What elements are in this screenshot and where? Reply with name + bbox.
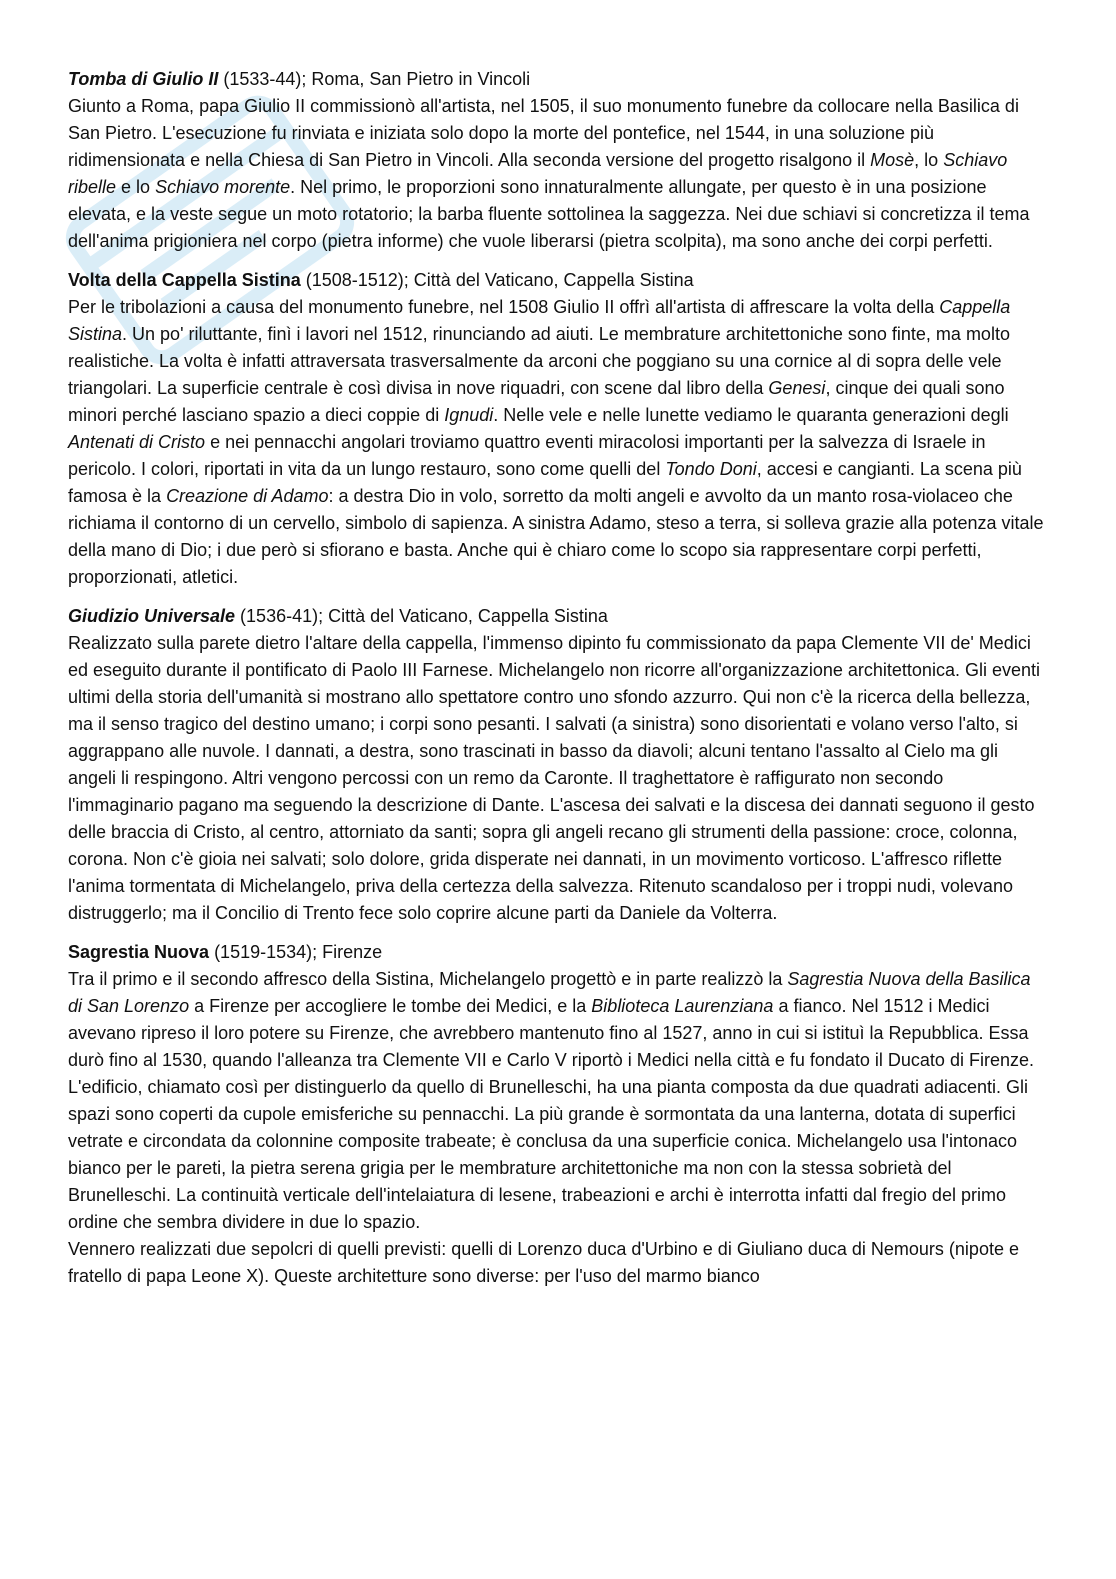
section-title: Sagrestia Nuova	[68, 942, 210, 962]
body-paragraph	[68, 966, 1048, 1074]
section-title: Tomba di Giulio II	[68, 69, 219, 89]
text-run: . Un po' riluttante, finì i lavori nel 1512, rinunciando ad aiuti. Le membrature architettoniche sono finte, ma molto realistiche. La volta è infatti attraversata trasversalmente da arconi che poggiano su una cornice al di sopra delle vele triangolari. La superficie centrale è così divisa in nove riquadri, con scene dal libro della	[68, 324, 1010, 398]
section-heading	[68, 603, 1048, 630]
text-run: Realizzato sulla parete dietro l'altare della cappella, l'immenso dipinto fu commissionato da papa Clemente VII de' Medici ed eseguito durante il pontificato di Paolo III Farnese. Michelangelo non ricorre all'organizzazione architettonica. Gli eventi ultimi della storia dell'umanità si mostrano allo spettatore contro uno sfondo azzurro. Qui non c'è la ricerca della bellezza, ma il senso tragico del destino umano; i corpi sono pesanti. I salvati (a sinistra) sono disorientati e volano verso l'alto, si aggrappano alle nuvole. I dannati, a destra, sono trascinati in basso da diavoli; alcuni tentano l'assalto al Cielo ma gli angeli li respingono. Altri vengono percossi con un remo da Caronte. Il traghettatore è raffigurato non secondo l'immaginario pagano ma seguendo la descrizione di Dante. L'ascesa dei salvati e la discesa dei dannati seguono il gesto delle braccia di Cristo, al centro, attorniato da santi; sopra gli angeli recano gli strumenti della passione: croce, colonna, corona. Non c'è gioia nei salvati; solo dolore, grida disperate nei dannati, in un movimento vorticoso. L'affresco riflette l'anima tormentata di Michelangelo, priva della certezza della salvezza. Ritenuto scandaloso per i troppi nudi, volevano distruggerlo; ma il Concilio di Trento fece solo coprire alcune parti da Daniele da Volterra.	[68, 633, 1040, 923]
italic-term: Schiavo morente	[155, 177, 291, 197]
section-meta: (1533-44); Roma, San Pietro in Vincoli	[218, 69, 531, 89]
body-paragraph	[68, 93, 1048, 255]
text-run: , lo	[914, 150, 944, 170]
text-run: e lo	[116, 177, 156, 197]
italic-term: Antenati di Cristo	[68, 432, 206, 452]
document-section	[68, 267, 1048, 591]
body-paragraph	[68, 1236, 1048, 1290]
italic-term: Sagrestia Nuova della Basilica di San Lorenzo	[68, 969, 1031, 1016]
text-run: . Nel primo, le proporzioni sono innaturalmente allungate, per questo è in una posizione elevata, e la veste segue un moto rotatorio; la barba fluente sottolinea la saggezza. Nei due schiavi si concretizza il tema dell'anima prigioniera nel corpo (pietra informe) che vuole liberarsi (pietra scolpita), ma sono anche dei corpi perfetti.	[68, 177, 1030, 251]
italic-term: Schiavo ribelle	[68, 150, 1008, 197]
body-paragraph	[68, 1074, 1048, 1236]
document-section	[68, 939, 1048, 1290]
italic-term: Tondo Doni	[665, 459, 757, 479]
section-meta: (1519-1534); Firenze	[209, 942, 383, 962]
section-meta: (1536-41); Città del Vaticano, Cappella Sistina	[235, 606, 608, 626]
text-run: L'edificio, chiamato così per distinguerlo da quello di Brunelleschi, ha una pianta composta da due quadrati adiacenti. Gli spazi sono coperti da cupole emisferiche su pennacchi. La più grande è sormontata da una lanterna, dotata di superfici vetrate e circondata da colonnine composite trabeate; è conclusa da una superficie conica. Michelangelo usa l'intonaco bianco per le pareti, la pietra serena grigia per le membrature architettoniche ma non con la stessa sobrietà del Brunelleschi. La continuità verticale dell'intelaiatura di lesene, trabeazioni e archi è interrotta infatti dal fregio del primo ordine che sembra dividere in due lo spazio.	[68, 1077, 1029, 1232]
section-heading	[68, 267, 1048, 294]
body-paragraph	[68, 630, 1048, 927]
section-meta: (1508-1512); Città del Vaticano, Cappella Sistina	[300, 270, 694, 290]
italic-term: Creazione di Adamo	[166, 486, 329, 506]
section-title: Giudizio Universale	[68, 606, 236, 626]
italic-term: Genesi	[768, 378, 826, 398]
text-run: . Nelle vele e nelle lunette vediamo le quaranta generazioni degli	[493, 405, 1009, 425]
italic-term: Cappella Sistina	[68, 297, 1011, 344]
italic-term: Mosè	[870, 150, 915, 170]
text-run: , accesi e cangianti. La scena più famosa è la	[68, 459, 1022, 506]
italic-term: Ignudi	[444, 405, 494, 425]
text-run: : a destra Dio in volo, sorretto da molti angeli e avvolto da un manto rosa-violaceo che richiama il contorno di un cervello, simbolo di sapienza. A sinistra Adamo, steso a terra, si solleva grazie alla potenza vitale della mano di Dio; i due però si sfiorano e basta. Anche qui è chiaro come lo scopo sia rappresentare corpi perfetti, proporzionati, atletici.	[68, 486, 1044, 587]
text-run: Vennero realizzati due sepolcri di quelli previsti: quelli di Lorenzo duca d'Urbino e di Giuliano duca di Nemours (nipote e fratello di papa Leone X). Queste architetture sono diverse: per l'uso del marmo bianco	[68, 1239, 1019, 1286]
text-run: Giunto a Roma, papa Giulio II commissionò all'artista, nel 1505, il suo monumento funebre da collocare nella Basilica di San Pietro. L'esecuzione fu rinviata e iniziata solo dopo la morte del pontefice, nel 1544, in una soluzione più ridimensionata e nella Chiesa di San Pietro in Vincoli. Alla seconda versione del progetto risalgono il	[68, 96, 1019, 170]
section-heading	[68, 66, 1048, 93]
section-heading	[68, 939, 1048, 966]
text-run: , cinque dei quali sono minori perché lasciano spazio a dieci coppie di	[68, 378, 1005, 425]
text-run: Tra il primo e il secondo affresco della Sistina, Michelangelo progettò e in parte realizzò la	[68, 969, 788, 989]
text-run: a Firenze per accogliere le tombe dei Medici, e la	[189, 996, 592, 1016]
body-paragraph	[68, 294, 1048, 591]
section-title: Volta della Cappella Sistina	[68, 270, 301, 290]
text-run: e nei pennacchi angolari troviamo quattro eventi miracolosi importanti per la salvezza di Israele in pericolo. I colori, riportati in vita da un lungo restauro, sono come quelli del	[68, 432, 986, 479]
document-section	[68, 66, 1048, 255]
text-run: a fianco. Nel 1512 i Medici avevano ripreso il loro potere su Firenze, che avrebbero mantenuto fino al 1527, anno in cui si istituì la Repubblica. Essa durò fino al 1530, quando l'alleanza tra Clemente VII e Carlo V riportò i Medici nella città e fu fondato il Ducato di Firenze.	[68, 996, 1034, 1070]
text-run: Per le tribolazioni a causa del monumento funebre, nel 1508 Giulio II offrì all'artista di affrescare la volta della	[68, 297, 940, 317]
document-page	[68, 66, 1048, 1290]
document-section	[68, 603, 1048, 927]
italic-term: Biblioteca Laurenziana	[591, 996, 774, 1016]
